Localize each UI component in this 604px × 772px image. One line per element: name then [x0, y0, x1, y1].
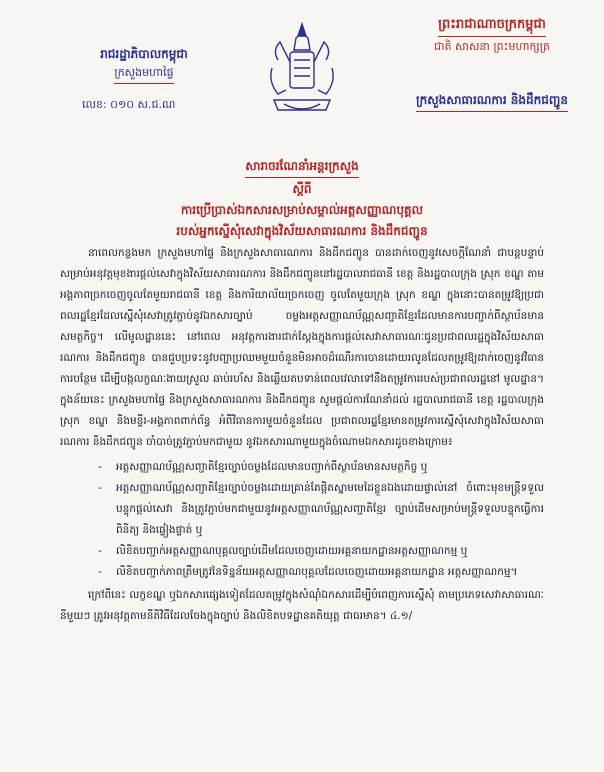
bullet-dash: - — [98, 482, 102, 494]
document-type-text: សារាចរណែនាំអន្តរក្រសួង — [245, 158, 358, 178]
ministry-name-left — [64, 66, 224, 84]
list-item — [60, 562, 544, 583]
kingdom-name — [392, 16, 592, 37]
title-subject-line-1: ការប្រើប្រាស់ឯកសារសម្រាប់សម្គាល់អត្តសញ្ញាណបុគ្គល — [180, 203, 424, 217]
header-right — [392, 16, 592, 107]
requirements-list — [60, 457, 544, 583]
document-type — [60, 158, 544, 178]
bullet-dash: - — [98, 461, 102, 473]
national-motto: ជាតិ សាសនា ព្រះមហាក្សត្រ — [434, 40, 550, 53]
list-item-text: លិខិតបញ្ជាក់អត្តសញ្ញាណបុគ្គលច្បាប់ដើមដែលចេញដោយអគ្គនាយកដ្ឋានអត្តសញ្ញាណកម្ម ឬ — [116, 545, 468, 557]
kingdom-name-text: ព្រះរាជាណាចក្រកម្ពុជា — [438, 16, 546, 37]
bullet-dash: - — [98, 566, 102, 578]
ministry-name-left-text: ក្រសួងមហាផ្ទៃ — [114, 66, 173, 84]
body-paragraph-2: ក្រៅពីនេះ លក្ខខណ្ឌ ឬឯកសារផ្សេងទៀតដែលតម្រូវក្នុងសំណុំឯកសារដើម្បីបំពេញការស្នើសុំ តាមប្រភេទសេវាសាធារណៈនីមួយៗ ត្រូវអនុវត្តតាមនីតិវិធីដែលចែងក្នុងច្បាប់ និងលិខិតបទដ្ឋានគតិយុត្ត ជាធរមាន។ ៤.១/ — [60, 589, 544, 622]
list-item — [60, 457, 544, 478]
title-about: ស្តីពី — [292, 182, 312, 196]
list-item-text: អត្តសញ្ញាណប័ណ្ណសញ្ជាតិខ្មែរច្បាប់ចម្លងដែលមានបញ្ជាក់ពីស្ថាប័នមានសមត្ថកិច្ច ឬ — [116, 461, 428, 473]
document-body — [60, 243, 544, 627]
list-item-text: លិខិតបញ្ជាក់ភាពត្រឹមត្រូវនៃទិន្នន័យអត្តសញ្ញាណបុគ្គលដែលចេញដោយអគ្គនាយកដ្ឋាន អត្តសញ្ញាណកម្ម។ — [116, 566, 518, 578]
royal-arms-emblem-icon — [256, 20, 348, 120]
government-name: រាជរដ្ឋាភិបាលកម្ពុជា — [100, 47, 188, 61]
header-left — [64, 46, 224, 111]
ministry-name-right — [382, 92, 602, 112]
list-item — [60, 478, 544, 541]
list-item — [60, 541, 544, 562]
list-item-text: អត្តសញ្ញាណប័ណ្ណសញ្ជាតិខ្មែរច្បាប់ចម្លងដោយគ្រាន់តែផ្តិតស្នាមមេដៃខ្លួនឯងដោយផ្ទាល់នៅ ចំពោះមុខមន្ត្រីទទួលបន្ទុកផ្តល់សេវា និងត្រូវភ្ជាប់មកជាមួយនូវអត្តសញ្ញាណប័ណ្ណសញ្ជាតិខ្មែរ ច្បាប់ដើមសម្រាប់មន្ត្រីទទួលបន្ទុកធ្វើការពិនិត្យ និងផ្ទៀងផ្ទាត់ ឬ — [116, 482, 544, 536]
body-paragraph-1: នាពេលកន្លងមក ក្រសួងមហាផ្ទៃ និងក្រសួងសាធារណការ និងដឹកជញ្ជូន បានដាក់ចេញនូវសេចក្តីណែនាំ ជាបន្តបន្ទាប់សម្រាប់អនុវត្តមុខងារផ្តល់សេវាក្នុងវិស័យសាធារណការ និងដឹកជញ្ជូននៅរដ្ឋបាលរាជធានី ខេត្ត និងរដ្ឋបាលក្រុង ស្រុក ខណ្ឌ តាមអង្គភាពច្រកចេញចូលតែមួយរាជធានី ខេត្ត និងការិយាល័យច្រកចេញ ចូលតែមួយក្រុង ស្រុក ខណ្ឌ ក្នុងនោះបានតម្រូវឱ្យប្រជាពលរដ្ឋខ្មែរដែលស្នើសុំសេវាត្រូវភ្ជាប់នូវឯកសារច្បាប់ ចម្លងអត្តសញ្ញាណប័ណ្ណសញ្ជាតិខ្មែរដែលមានការបញ្ជាក់ពីស្ថាប័នមានសមត្ថកិច្ច។ លើមូលដ្ឋាននេះ នៅពេល អនុវត្តការងារជាក់ស្តែងក្នុងការផ្តល់សេវាសាធារណៈជូនប្រជាពលរដ្ឋក្នុងវិស័យសាធារណការ និងដឹកជញ្ជូន បានជួបប្រទះនូវបញ្ហាប្រឈមមួយចំនួនមិនអាចដំណើរការបានដោយរលូនដែលតម្រូវឱ្យដាក់ចេញនូវវិធានការបន្ថែម ដើម្បីបង្កលក្ខណៈងាយស្រួល ឆាប់រហ័ស និងឆ្លើយតបទាន់ពេលវេលាទៅនឹងតម្រូវការរបស់ប្រជាពលរដ្ឋនៅ មូលដ្ឋាន។ ក្នុងន័យនេះ ក្រសួងមហាផ្ទៃ និងក្រសួងសាធារណការ និងដឹកជញ្ជូន សូមផ្តល់ការណែនាំដល់ រដ្ឋបាលរាជធានី ខេត្ត រដ្ឋបាលក្រុង ស្រុក ខណ្ឌ និងមន្ទីរ-អង្គភាពពាក់ព័ន្ធ អំពីវិធានការមួយចំនួនដែល ប្រជាពលរដ្ឋខ្មែរមានតម្រូវការស្នើសុំសេវាក្នុងវិស័យសាធារណការ និងដឹកជញ្ជូន ចាំបាច់ត្រូវភ្ជាប់មកជាមួយ នូវឯកសារណាមួយក្នុងចំណោមឯកសារដូចខាងក្រោម៖ — [60, 247, 544, 448]
bullet-dash: - — [98, 545, 102, 557]
document-title-block — [60, 158, 544, 241]
title-subject-line-2: របស់អ្នកស្នើសុំសេវាក្នុងវិស័យសាធារណការ និងដឹកជញ្ជូន — [176, 224, 428, 238]
document-number: លេខ: ០១០ ស.ជ.ណ — [82, 98, 176, 111]
ministry-name-right-text: ក្រសួងសាធារណការ និងដឹកជញ្ជូន — [416, 92, 568, 112]
